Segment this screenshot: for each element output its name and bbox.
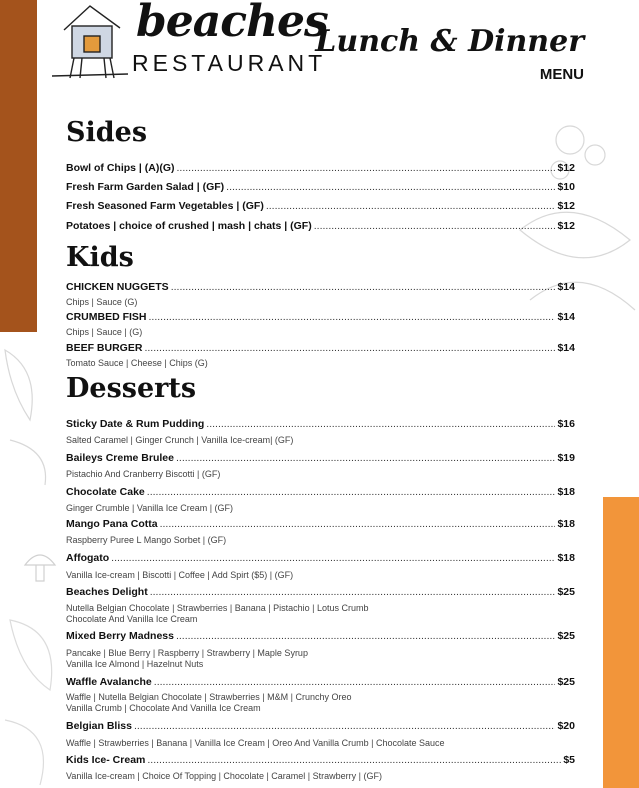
menu-item	[66, 754, 575, 766]
item-name: Potatoes | choice of crushed | mash | chats | (GF)	[66, 220, 312, 232]
brand-subtitle: RESTAURANT	[132, 50, 327, 76]
dot-leader	[176, 630, 556, 642]
item-price: $5	[563, 754, 575, 766]
page-subtitle: MENU	[539, 66, 584, 83]
item-price: $12	[557, 162, 575, 174]
dot-leader	[226, 181, 555, 193]
item-description: Ginger Crumble | Vanilla Ice Cream | (GF)	[66, 503, 234, 513]
menu-item	[66, 311, 575, 323]
item-price: $14	[557, 281, 575, 293]
menu-item	[66, 720, 575, 732]
item-price: $19	[557, 452, 575, 464]
item-name: CHICKEN NUGGETS	[66, 281, 169, 293]
right-color-bar	[603, 497, 639, 788]
brand-name: beaches	[136, 0, 328, 47]
dot-leader	[111, 552, 555, 564]
menu-item	[66, 676, 575, 688]
menu-item	[66, 552, 575, 564]
item-name: Belgian Bliss	[66, 720, 132, 732]
item-name: Fresh Seasoned Farm Vegetables | (GF)	[66, 200, 264, 212]
leaf-sketch-icon	[0, 330, 70, 490]
menu-item	[66, 220, 575, 232]
menu-item	[66, 518, 575, 530]
item-description: Salted Caramel | Ginger Crunch | Vanilla Ice-cream| (GF)	[66, 435, 294, 445]
restaurant-logo	[50, 0, 328, 80]
dot-leader	[150, 586, 556, 598]
item-description: Chips | Sauce (G)	[66, 297, 138, 307]
item-price: $12	[557, 220, 575, 232]
item-description: Vanilla Ice-cream | Choice Of Topping | Chocolate | Caramel | Strawberry | (GF)	[66, 771, 382, 781]
item-price: $20	[557, 720, 575, 732]
item-description-line2: Vanilla Crumb | Chocolate And Vanilla Ice Cream	[66, 703, 261, 713]
menu-item	[66, 200, 575, 212]
item-name: Fresh Farm Garden Salad | (GF)	[66, 181, 225, 193]
item-price: $12	[557, 200, 575, 212]
item-description: Waffle | Strawberries | Banana | Vanilla Ice Cream | Oreo And Vanilla Crumb | Chocolate Sauce	[66, 738, 445, 748]
item-name: Bowl of Chips | (A)(G)	[66, 162, 175, 174]
item-description: Nutella Belgian Chocolate | Strawberries | Banana | Pistachio | Lotus Crumb	[66, 603, 369, 613]
dot-leader	[206, 418, 555, 430]
menu-item	[66, 281, 575, 293]
menu-item	[66, 452, 575, 464]
menu-item	[66, 486, 575, 498]
item-name: Affogato	[66, 552, 110, 564]
dot-leader	[147, 754, 561, 766]
item-price: $25	[557, 586, 575, 598]
item-name: Beaches Delight	[66, 586, 148, 598]
item-price: $25	[557, 630, 575, 642]
item-name: Waffle Avalanche	[66, 676, 152, 688]
menu-item	[66, 181, 575, 193]
dot-leader	[134, 720, 556, 732]
item-description: Raspberry Puree L Mango Sorbet | (GF)	[66, 535, 227, 545]
mushroom-sketch-icon	[20, 545, 60, 585]
item-price: $18	[557, 486, 575, 498]
page-title: Lunch & Dinner	[315, 24, 584, 59]
item-description: Pancake | Blue Berry | Raspberry | Strawberry | Maple Syrup	[66, 648, 308, 658]
item-description: Tomato Sauce | Cheese | Chips (G)	[66, 358, 208, 368]
item-description: Vanilla Ice-cream | Biscotti | Coffee | Add Spirt ($5) | (GF)	[66, 570, 294, 580]
section-title-kids: Kids	[66, 242, 134, 273]
dot-leader	[154, 676, 556, 688]
item-name: Baileys Creme Brulee	[66, 452, 174, 464]
item-name: BEEF BURGER	[66, 342, 143, 354]
dot-leader	[160, 518, 556, 530]
item-name: Sticky Date & Rum Pudding	[66, 418, 205, 430]
menu-item	[66, 418, 575, 430]
item-price: $14	[557, 342, 575, 354]
item-name: CRUMBED FISH	[66, 311, 147, 323]
dot-leader	[147, 486, 556, 498]
item-description-line2: Vanilla Ice Almond | Hazelnut Nuts	[66, 659, 204, 669]
item-description: Waffle | Nutella Belgian Chocolate | Strawberries | M&M | Crunchy Oreo	[66, 692, 352, 702]
left-color-bar	[0, 0, 37, 332]
item-description-line2: Chocolate And Vanilla Ice Cream	[66, 614, 198, 624]
beach-hut-icon	[50, 2, 130, 80]
dot-leader	[144, 342, 555, 354]
menu-item	[66, 630, 575, 642]
item-name: Kids Ice- Cream	[66, 754, 146, 766]
item-price: $18	[557, 552, 575, 564]
dot-leader	[177, 162, 556, 174]
dot-leader	[176, 452, 555, 464]
item-name: Mango Pana Cotta	[66, 518, 158, 530]
dot-leader	[171, 281, 556, 293]
item-description: Pistachio And Cranberry Biscotti | (GF)	[66, 469, 221, 479]
item-price: $10	[557, 181, 575, 193]
dot-leader	[314, 220, 556, 232]
item-price: $25	[557, 676, 575, 688]
item-price: $14	[557, 311, 575, 323]
item-price: $18	[557, 518, 575, 530]
section-title-sides: Sides	[66, 117, 148, 148]
dot-leader	[149, 311, 556, 323]
menu-item	[66, 586, 575, 598]
item-price: $16	[557, 418, 575, 430]
menu-item	[66, 342, 575, 354]
section-title-desserts: Desserts	[66, 373, 197, 404]
item-name: Mixed Berry Madness	[66, 630, 174, 642]
menu-item	[66, 162, 575, 174]
item-name: Chocolate Cake	[66, 486, 145, 498]
item-description: Chips | Sauce | (G)	[66, 327, 143, 337]
dot-leader	[266, 200, 556, 212]
